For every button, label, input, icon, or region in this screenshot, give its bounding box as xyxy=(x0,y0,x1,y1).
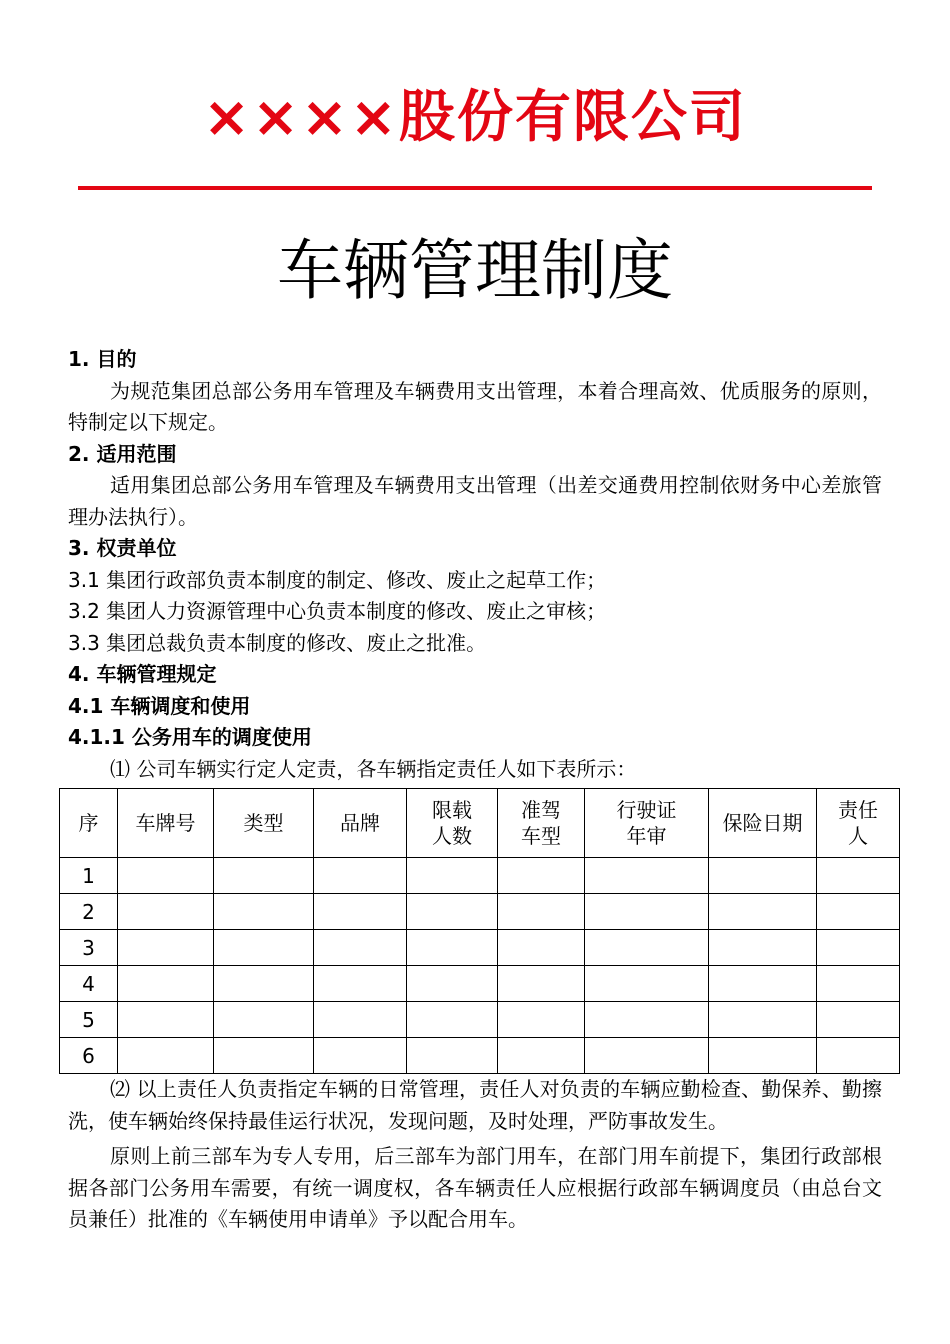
row-number: 2 xyxy=(60,894,118,930)
table-row xyxy=(60,966,900,1002)
header-plate-number: 车牌号 xyxy=(118,789,214,858)
section-4-heading: 4. 车辆管理规定 xyxy=(68,662,217,686)
row-number: 4 xyxy=(60,966,118,1002)
section-3-heading: 3. 权责单位 xyxy=(68,536,177,560)
company-name: ××××股份有限公司 xyxy=(203,85,747,150)
table-header-row xyxy=(60,789,900,858)
section-3-item: 3.2 集团人力资源管理中心负责本制度的修改、废止之审核； xyxy=(68,599,607,623)
section-1-text: 为规范集团总部公务用车管理及车辆费用支出管理，本着合理高效、优质服务的原则，特制定以下规定。 xyxy=(68,378,882,434)
header-seq: 序 xyxy=(60,789,118,858)
section-2-heading: 2. 适用范围 xyxy=(68,441,177,466)
table-row xyxy=(60,1038,900,1074)
section-1-heading: 1. 目的 xyxy=(68,347,137,371)
header-registration-review: 行驶证 年审 xyxy=(585,789,709,858)
table-row xyxy=(60,1002,900,1038)
paragraph-2: ⑵ 以上责任人负责指定车辆的日常管理，责任人对负责的车辆应勤检查、勤保养、勤擦洗，使车辆始终保持最佳运行状况，发现问题，及时处理，严防事故发生。 xyxy=(68,1077,882,1133)
section-3-item: 3.3 集团总裁负责本制度的修改、废止之批准。 xyxy=(68,630,487,655)
table-row xyxy=(60,894,900,930)
document-title: 车辆管理制度 xyxy=(277,232,673,309)
header-license-class: 准驾 车型 xyxy=(498,789,585,858)
header-capacity: 限载 人数 xyxy=(407,789,498,858)
paragraph-principle: 原则上前三部车为专人专用，后三部车为部门用车，在部门用车前提下，集团行政部根据各部门公务用车需要，有统一调度权，各车辆责任人应根据行政部车辆调度员（由总台文员兼任）批准的《车辆使用申请单》予以配合用车。 xyxy=(68,1144,882,1231)
header-responsible-person: 责任 人 xyxy=(817,789,900,858)
document-body xyxy=(68,344,882,785)
row-number: 3 xyxy=(60,930,118,966)
vehicle-responsibility-table xyxy=(59,788,900,1074)
header-brand: 品牌 xyxy=(314,789,407,858)
red-divider xyxy=(78,186,872,190)
row-number: 5 xyxy=(60,1002,118,1038)
header-type: 类型 xyxy=(214,789,314,858)
table-row xyxy=(60,858,900,894)
header-insurance-date: 保险日期 xyxy=(709,789,817,858)
row-number: 1 xyxy=(60,858,118,894)
section-4-1-1-heading: 4.1.1 公务用车的调度使用 xyxy=(68,725,312,749)
section-2-text: 适用集团总部公务用车管理及车辆费用支出管理（出差交通费用控制依财务中心差旅管理办法执行）。 xyxy=(68,473,882,529)
table-row xyxy=(60,930,900,966)
section-4-1-heading: 4.1 车辆调度和使用 xyxy=(68,693,251,718)
after-table-text xyxy=(68,1074,882,1236)
section-3-item: 3.1 集团行政部负责本制度的制定、修改、废止之起草工作； xyxy=(68,567,607,592)
table-intro: ⑴ 公司车辆实行定人定责，各车辆指定责任人如下表所示： xyxy=(110,756,637,781)
row-number: 6 xyxy=(60,1038,118,1074)
